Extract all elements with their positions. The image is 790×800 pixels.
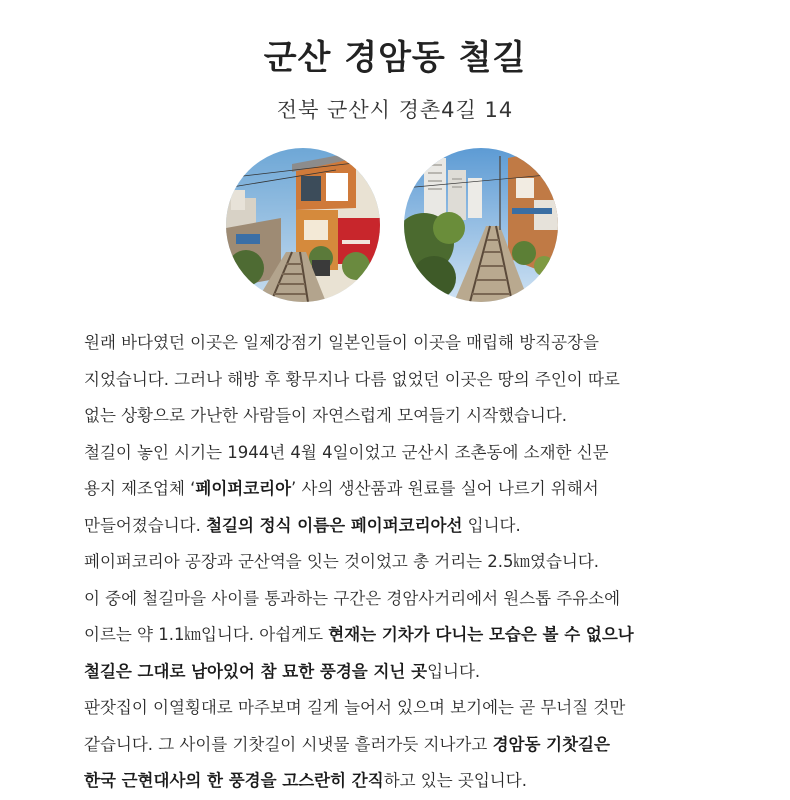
description-line [84,508,709,545]
address: 전북 군산시 경촌4길 14 [276,98,514,122]
text-run: 같습니다. 그 사이를 기찻길이 시냇물 흘러가듯 지나가고 [84,734,493,754]
description-line [84,727,709,764]
text-run: 용지 제조업체 ‘ [84,479,196,498]
description-line: 없는 상황으로 가난한 사람들이 자연스럽게 모여들기 시작했습니다. [84,406,568,425]
text-run: 하고 있는 곳입니다. [383,771,527,790]
highlight-railway-name: 경암동 기찻길은 [492,734,610,754]
photo-railway-village-1 [226,148,380,302]
description [84,325,709,800]
photo-1-graphic [226,148,380,302]
description-line: 이 중에 철길마을 사이를 통과하는 구간은 경암사거리에서 원스톱 주유소에 [84,588,621,608]
highlight-no-trains: 현재는 기차가 다니는 모습은 볼 수 없으나 [328,625,634,644]
highlight-history: 한국 근현대사의 한 풍경을 고스란히 간직 [84,771,384,790]
description-line: 판잣집이 이열횡대로 마주보며 길게 늘어서 있으며 보기에는 곧 무너질 것만 [84,698,626,717]
highlight-official-name: 철길의 정식 이름은 페이퍼코리아선 [206,515,463,535]
photo-railway-village-2 [404,148,558,302]
photo-row [0,148,790,303]
photo-2-graphic [404,148,558,302]
description-line: 철길이 놓인 시기는 1944년 4월 4일이었고 군산시 조촌동에 소재한 신문 [84,442,609,462]
highlight-company-name: 페이퍼코리아 [195,479,292,498]
description-line [84,654,709,691]
page-title: 군산 경암동 철길 [263,38,527,78]
text-run: 만들어졌습니다. [84,515,207,535]
text-run: 이르는 약 1.1㎞입니다. 아쉽게도 [84,625,329,644]
description-line [84,471,709,508]
text-run: 입니다. [462,515,521,535]
text-run: 입니다. [427,661,481,681]
description-line [84,763,709,800]
description-line: 원래 바다였던 이곳은 일제강점기 일본인들이 이곳을 매립해 방직공장을 [84,333,599,352]
highlight-scenery: 철길은 그대로 남아있어 참 묘한 풍경을 지닌 곳 [84,661,428,681]
description-line: 페이퍼코리아 공장과 군산역을 잇는 것이었고 총 거리는 2.5㎞였습니다. [84,552,600,571]
description-line: 지었습니다. 그러나 해방 후 황무지나 다름 없었던 이곳은 땅의 주인이 따로 [84,369,620,389]
description-line [84,617,709,654]
text-run: ’ 사의 생산품과 원료를 실어 나르기 위해서 [291,479,599,498]
